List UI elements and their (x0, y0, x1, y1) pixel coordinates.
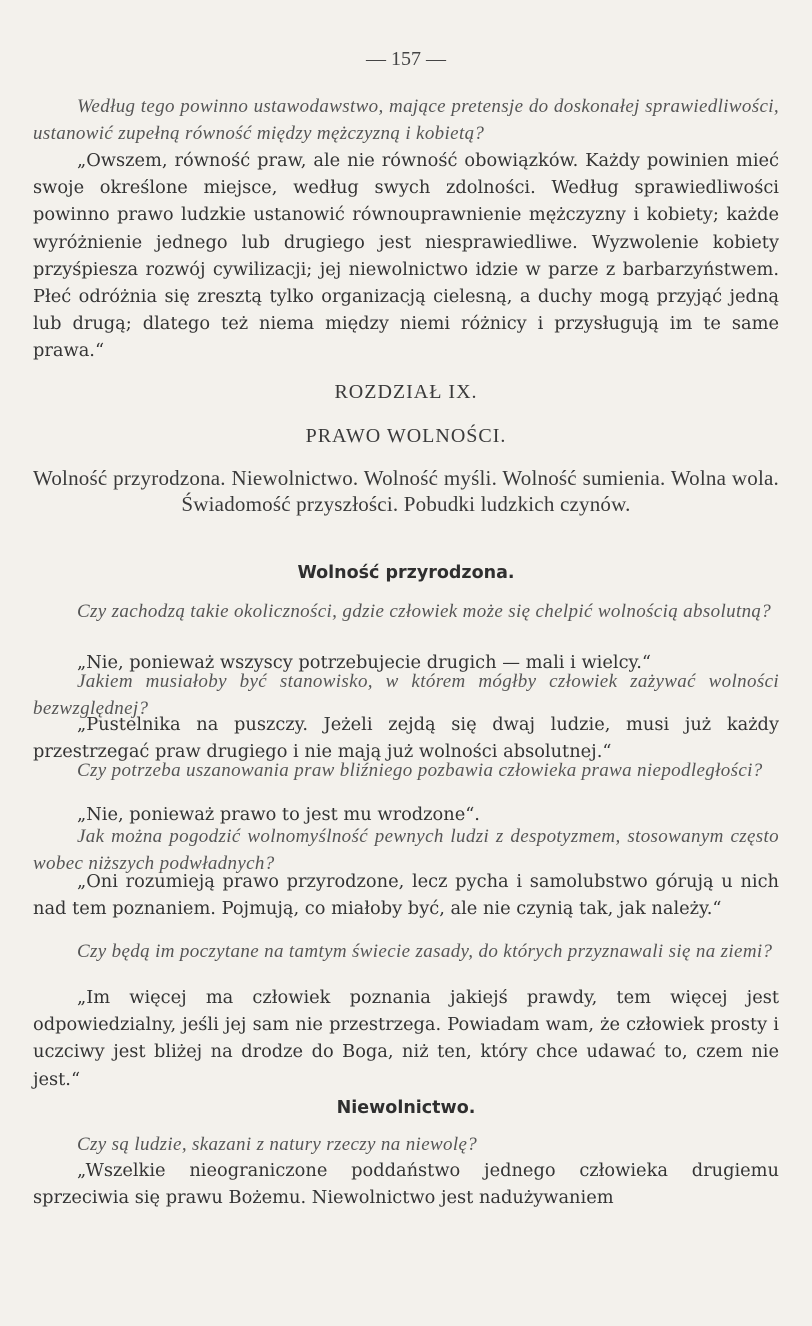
question-paragraph: Jakiem musiałoby być stanowisko, w którem mógłby człowiek zażywać wolności bezwzględnej? (33, 671, 779, 720)
answer-paragraph: „Im więcej ma człowiek poznania jakiejś prawdy, tem więcej jest odpowiedzialny, jeśli jej sam nie przestrzega. Powiadam wam, że człowiek prosty i uczciwy jest bliżej na drodze do Boga, niż ten, który chce udawać to, czem nie jest.“ (33, 987, 779, 1090)
section-heading: Niewolnictwo. (336, 1098, 476, 1118)
question-paragraph: Według tego powinno ustawodawstwo, mające pretensje do doskonałej sprawiedliwości, ustanowić zupełną równość między mężczyzną i kobietą? (33, 96, 779, 145)
chapter-summary: Wolność przyrodzona. Niewolnictwo. Wolność myśli. Wolność sumienia. Wolna wola. Świadomość przyszłości. Pobudki ludzkich czynów. (33, 466, 779, 516)
answer-paragraph: „Owszem, równość praw, ale nie równość obowiązków. Każdy powinien mieć swoje określone miejsce, według swych zdolności. Według sprawiedliwości powinno prawo ludzkie ustanowić równouprawnienie mężczyzny i kobiety; każde wyróżnienie jednego lub drugiego jest niesprawiedliwe. Wyzwolenie kobiety przyśpiesza rozwój cywilizacji; jej niewolnictwo idzie w parze z barbarzyństwem. Płeć odróżnia się zresztą tylko organizacją cielesną, a duchy mogą przyjąć jedną lub drugą; dlatego też niema między niemi różnicy i przysługują im te same prawa.“ (33, 150, 779, 362)
section-heading: Wolność przyrodzona. (297, 563, 515, 583)
question-paragraph: Czy potrzeba uszanowania praw bliźniego pozbawia człowieka prawa niepodległości? (77, 760, 763, 781)
answer-paragraph: „Pustelnika na puszczy. Jeżeli zejdą się dwaj ludzie, musi już każdy przestrzegać praw drugiego i nie mają już wolności absolutnej.“ (33, 714, 779, 763)
chapter-title: PRAWO WOLNOŚCI. (305, 425, 507, 447)
answer-paragraph: „Wszelkie nieograniczone poddaństwo jednego człowieka drugiemu sprzeciwia się prawu Bożemu. Niewolnictwo jest nadużywaniem (33, 1160, 779, 1209)
answer-paragraph: „Nie, ponieważ prawo to jest mu wrodzone“. (77, 804, 480, 825)
chapter-number: ROZDZIAŁ IX. (334, 381, 478, 403)
answer-paragraph: „Nie, ponieważ wszyscy potrzebujecie drugich — mali i wielcy.“ (77, 652, 651, 673)
question-paragraph: Jak można pogodzić wolnomyślność pewnych ludzi z despotyzmem, stosowanym często wobec niższych podwładnych? (33, 826, 779, 875)
page-number: — 157 — (366, 48, 446, 70)
book-page (33, 0, 779, 1326)
answer-paragraph: „Oni rozumieją prawo przyrodzone, lecz pycha i samolubstwo górują u nich nad tem poznaniem. Pojmują, co miałoby być, ale nie czynią tak, jak należy.“ (33, 871, 779, 920)
question-paragraph: Czy będą im poczytane na tamtym świecie zasady, do których przyznawali się na ziemi? (77, 941, 773, 962)
question-paragraph: Czy zachodzą takie okoliczności, gdzie człowiek może się chelpić wolnością absolutną? (77, 601, 772, 622)
question-paragraph: Czy są ludzie, skazani z natury rzeczy na niewolę? (77, 1134, 478, 1155)
